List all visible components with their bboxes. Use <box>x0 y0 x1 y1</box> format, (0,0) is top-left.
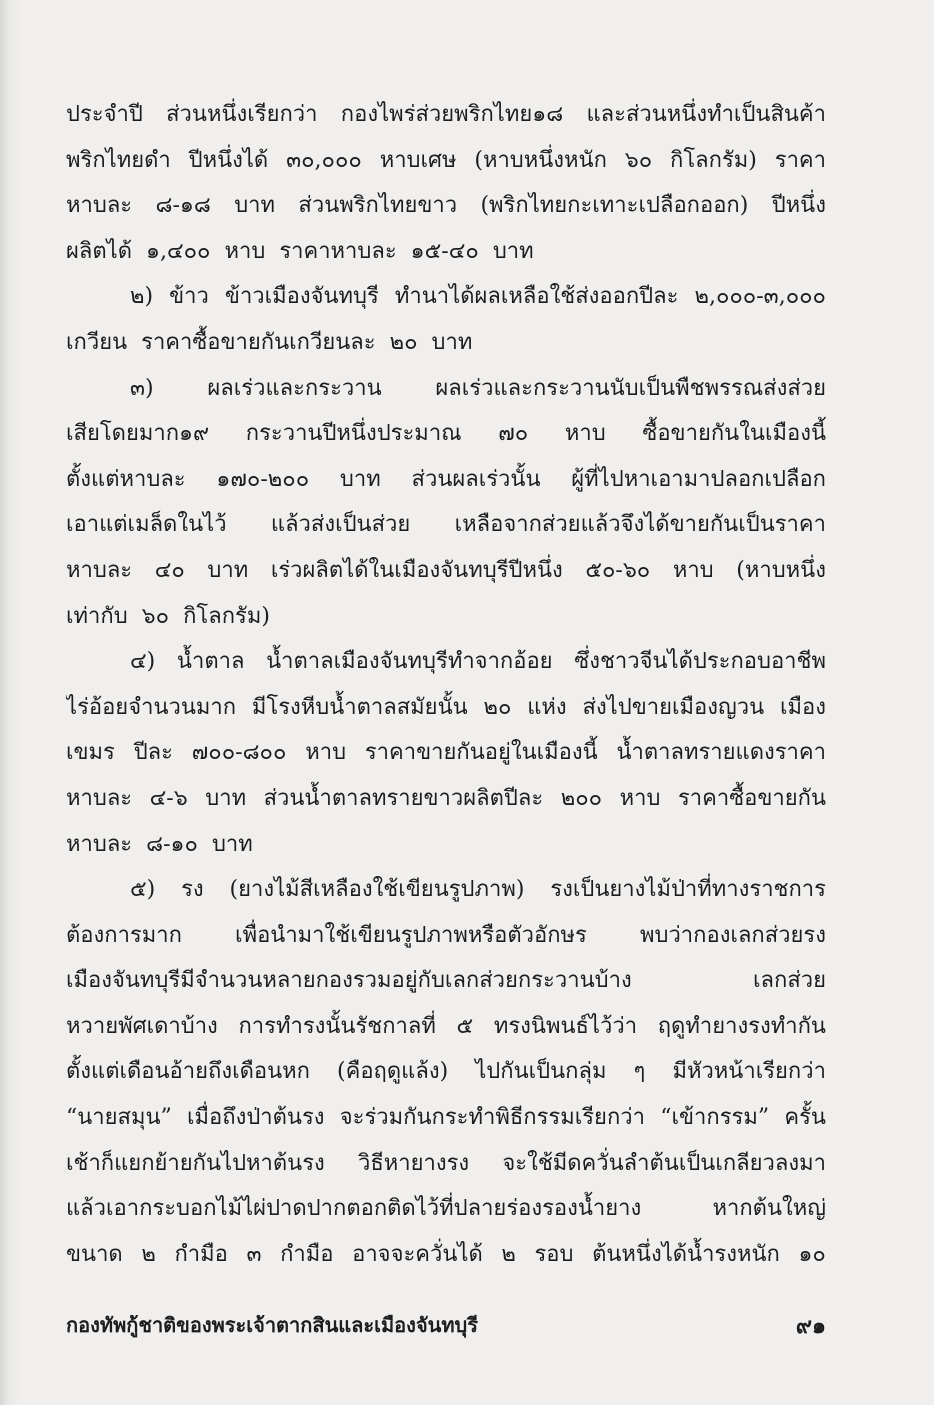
word: ส่งไปขายเมืองญวน <box>582 694 765 720</box>
word: “เข้ากรรม” <box>660 1105 770 1131</box>
text-line <box>66 274 826 320</box>
text-line <box>66 548 826 594</box>
text-line <box>66 320 826 366</box>
text-line <box>66 411 826 457</box>
word: ๖๐ <box>624 147 653 173</box>
word: หากต้นใหญ่ <box>712 1196 826 1222</box>
word: ๕) <box>130 877 156 903</box>
text-line <box>66 229 826 275</box>
word: ๔๐ <box>154 557 185 583</box>
word: ๕๐-๖๐ <box>585 557 651 583</box>
word: (พริกไทยกะเทาะเปลือกออก) <box>480 193 749 219</box>
body-text <box>66 92 826 1277</box>
word: บาท <box>211 831 253 857</box>
word: ทรงนิพนธ์ไว้ว่า <box>493 1013 638 1039</box>
word: บาท <box>205 785 247 811</box>
word: การทำรงนั้นรัชกาลที่ <box>238 1013 436 1039</box>
word: แล้วเอากระบอกไม้ไผ่ปาดปากตอกติดไว้ที่ปลายร่องรองน้ำยาง <box>66 1196 642 1222</box>
word: ๗๐๐-๘๐๐ <box>191 740 287 766</box>
text-line <box>66 958 826 1004</box>
word: หาบละ <box>66 557 133 583</box>
word: รง <box>181 877 204 903</box>
word: หาบละ <box>66 785 133 811</box>
word: ราคาซื้อขายกันเกวียนละ <box>141 329 376 355</box>
word: ขนาด <box>66 1241 123 1267</box>
word: น้ำตาลเมืองจันทบุรีทำจากอ้อย <box>266 649 553 675</box>
word: ๖๐ <box>141 603 170 629</box>
word: เกวียน <box>66 329 128 355</box>
text-line <box>66 138 826 184</box>
word: หาบเศษ <box>379 147 457 173</box>
word: ราคาหาบละ <box>279 238 397 264</box>
word: ไร่อ้อยจำนวนมาก <box>66 694 237 720</box>
text-line <box>66 1095 826 1141</box>
word: ต้องการมาก <box>66 922 182 948</box>
text-line <box>66 183 826 229</box>
word: บาท <box>431 329 473 355</box>
word: เมื่อถึงป่าต้นรง <box>187 1105 325 1131</box>
word: ๓ <box>246 1241 262 1267</box>
word: หาบ <box>224 238 266 264</box>
word: ตั้งแต่หาบละ <box>66 466 186 492</box>
word: เลกส่วย <box>753 968 826 994</box>
word: เท่ากับ <box>66 603 128 629</box>
text-line <box>66 776 826 822</box>
word: ผู้ที่ไปหาเอามาปลอกเปลือก <box>571 466 826 492</box>
text-line <box>66 685 826 731</box>
word: หาบ <box>672 557 714 583</box>
word: หาบ <box>564 421 606 447</box>
word: หวายพัศเดาบ้าง <box>66 1013 218 1039</box>
word: ๑๐ <box>798 1241 826 1267</box>
page-footer <box>66 1305 826 1345</box>
word: ๔-๖ <box>149 785 188 811</box>
word: ๆ <box>633 1059 646 1085</box>
word: (หาบหนึ่งหนัก <box>474 147 607 173</box>
word: ผลิตได้ <box>66 238 133 264</box>
text-line <box>66 730 826 776</box>
word: พริกไทยดำ <box>66 147 171 173</box>
word: เสียโดยมาก๑๙ <box>66 421 210 447</box>
word: (หาบหนึ่ง <box>736 557 826 583</box>
word: ประจำปี <box>66 102 143 127</box>
word: หาบละ <box>66 193 133 219</box>
word: ต้นหนึ่งได้น้ำรงหนัก <box>592 1241 780 1267</box>
word: เพื่อนำมาใช้เขียนรูปภาพหรือตัวอักษร <box>235 922 587 948</box>
word: จะร่วมกันกระทำพิธีกรรมเรียกว่า <box>339 1105 645 1131</box>
word: ๒๐ <box>483 694 512 720</box>
word: ซื้อขายกันในเมืองนี้ <box>642 421 826 447</box>
word: ส่วนพริกไทยขาว <box>298 193 458 219</box>
word: กระวานปีหนึ่งประมาณ <box>245 421 462 447</box>
text-line <box>66 366 826 412</box>
word: ๒) <box>130 284 154 310</box>
word: ผลเร่วและกระวาน <box>207 375 382 401</box>
word: ๔) <box>130 649 156 675</box>
text-line <box>66 639 826 685</box>
word: ๒,๐๐๐-๓,๐๐๐ <box>694 284 826 310</box>
word: ๓) <box>130 375 154 401</box>
word: (คือฤดูแล้ง) <box>337 1059 449 1085</box>
word: “นายสมุน” <box>66 1105 172 1131</box>
word: หาบละ <box>66 831 133 857</box>
word: กำมือ <box>280 1241 334 1267</box>
word: ๕ <box>456 1013 474 1039</box>
word: ๒๐๐ <box>560 785 603 811</box>
word: บาท <box>207 557 249 583</box>
word: ๗๐ <box>498 421 529 447</box>
word: ข้าว <box>169 284 209 310</box>
word: ๓๐,๐๐๐ <box>286 147 362 173</box>
word: มีหัวหน้าเรียกว่า <box>672 1059 826 1085</box>
word: ปีละ <box>133 740 173 766</box>
word: เหลือจากส่วยแล้วจึงได้ขายกันเป็นราคา <box>454 512 826 538</box>
word: เช้าก็แยกย้ายกันไปหาต้นรง <box>66 1150 325 1176</box>
text-line <box>66 822 826 868</box>
word: ฤดูทำยางรงทำกัน <box>657 1013 826 1039</box>
word: ๒๐ <box>389 329 418 355</box>
text-line <box>66 1186 826 1232</box>
word: ตั้งแต่เดือนอ้ายถึงเดือนหก <box>66 1059 310 1085</box>
word: ปีหนึ่ง <box>771 193 826 219</box>
word: ส่วนน้ำตาลทรายขาวผลิตปีละ <box>263 785 544 811</box>
word: ๘-๑๘ <box>155 193 211 219</box>
text-line <box>66 457 826 503</box>
running-footer-title: กองทัพกู้ชาติของพระเจ้าตากสินและเมืองจันทบุรี <box>66 1313 478 1337</box>
text-line <box>66 867 826 913</box>
word: ผลเร่วและกระวานนับเป็นพืชพรรณส่งส่วย <box>435 375 826 401</box>
word: เอาแต่เมล็ดในไว้ <box>66 512 227 538</box>
word: ปีหนึ่งได้ <box>188 147 269 173</box>
word: วิธีหายางรง <box>357 1150 470 1176</box>
text-line <box>66 594 826 640</box>
text-line <box>66 1004 826 1050</box>
word: ๘-๑๐ <box>146 831 198 857</box>
word: (ยางไม้สีเหลืองใช้เขียนรูปภาพ) <box>229 877 525 903</box>
word: ๑๗๐-๒๐๐ <box>216 466 310 492</box>
word: รอบ <box>534 1241 574 1267</box>
text-line <box>66 1049 826 1095</box>
text-line <box>66 502 826 548</box>
word: ๒ <box>501 1241 516 1267</box>
word: ครั้น <box>784 1105 826 1131</box>
word: ราคา <box>774 147 826 173</box>
text-line <box>66 92 826 138</box>
word: เมืองจันทบุรีมีจำนวนหลายกองรวมอยู่กับเลกส่วยกระวานบ้าง <box>66 968 632 994</box>
word: แล้วส่งเป็นส่วย <box>270 512 411 538</box>
word: กองไพร่ส่วยพริกไทย๑๘ <box>340 102 564 127</box>
word: แห่ง <box>527 694 567 720</box>
word: มีโรงหีบน้ำตาลสมัยนั้น <box>251 694 468 720</box>
word: เมือง <box>779 694 826 720</box>
word: หาบ <box>619 785 661 811</box>
word: ๑,๔๐๐ <box>146 238 211 264</box>
text-line <box>66 1232 826 1278</box>
word: อาจจะควั่นได้ <box>352 1241 483 1267</box>
word: น้ำตาลทรายแดงราคา <box>616 740 826 766</box>
page-number: ๙๑ <box>795 1313 826 1339</box>
word: ข้าวเมืองจันทบุรี <box>224 284 379 310</box>
word: เร่วผลิตได้ในเมืองจันทบุรีปีหนึ่ง <box>270 557 563 583</box>
word: ซึ่งชาวจีนได้ประกอบอาชีพ <box>574 649 826 675</box>
word: บาท <box>339 466 381 492</box>
word: ราคาซื้อขายกัน <box>677 785 826 811</box>
text-line <box>66 1141 826 1187</box>
word: ๑๕-๔๐ <box>410 238 479 264</box>
word: ๒ <box>141 1241 156 1267</box>
word: ราคาขายกันอยู่ในเมืองนี้ <box>364 740 598 766</box>
word: กิโลกรัม) <box>183 603 270 629</box>
word: รงเป็นยางไม้ป่าที่ทางราชการ <box>550 877 826 903</box>
word: บาท <box>234 193 276 219</box>
word: ส่วนผลเร่วนั้น <box>411 466 541 492</box>
word: จะใช้มีดควั่นลำต้นเป็นเกลียวลงมา <box>502 1150 826 1176</box>
word: น้ำตาล <box>176 649 245 675</box>
word: บาท <box>492 238 534 264</box>
word: เขมร <box>66 740 115 766</box>
text-line <box>66 913 826 959</box>
word: หาบ <box>305 740 347 766</box>
word: พบว่ากองเลกส่วยรง <box>639 922 826 948</box>
word: และส่วนหนึ่งทำเป็นสินค้า <box>586 102 826 127</box>
word: กิโลกรัม) <box>670 147 757 173</box>
word: ไปกันเป็นกลุ่ม <box>475 1059 607 1085</box>
word: ทำนาได้ผลเหลือใช้ส่งออกปีละ <box>394 284 679 310</box>
word: ส่วนหนึ่งเรียกว่า <box>166 102 318 127</box>
word: กำมือ <box>174 1241 228 1267</box>
